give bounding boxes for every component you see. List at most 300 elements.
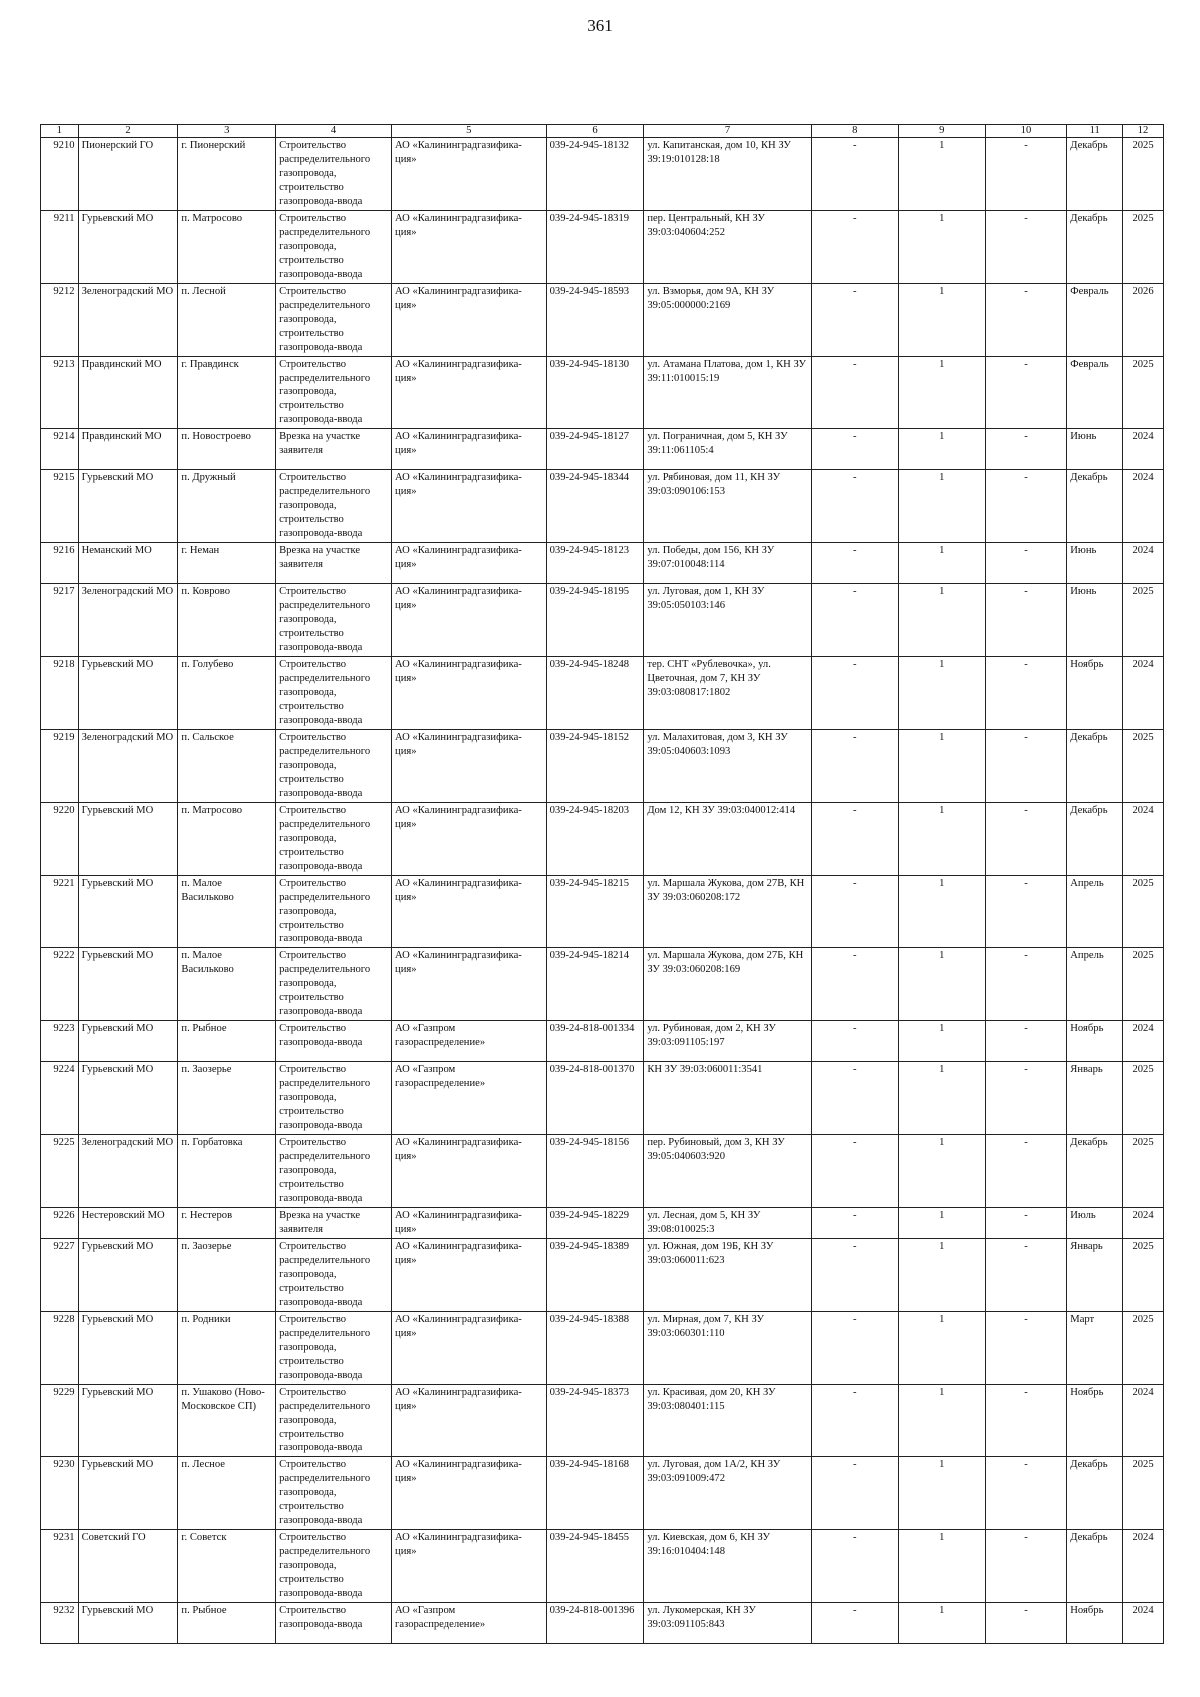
cell-work-type: Строительство распределительного газопровода, строительство газопровода-ввода bbox=[276, 356, 392, 429]
cell-column-8: - bbox=[811, 802, 898, 875]
cell-month: Декабрь bbox=[1067, 1135, 1123, 1208]
cell-row-number: 9218 bbox=[41, 657, 79, 730]
cell-column-8: - bbox=[811, 543, 898, 584]
cell-column-9: 1 bbox=[898, 356, 985, 429]
cell-column-9: 1 bbox=[898, 584, 985, 657]
cell-work-type: Строительство распределительного газопровода, строительство газопровода-ввода bbox=[276, 1311, 392, 1384]
cell-application-number: 039-24-945-18344 bbox=[546, 470, 644, 543]
cell-column-8: - bbox=[811, 657, 898, 730]
cell-row-number: 9229 bbox=[41, 1384, 79, 1457]
cell-organization: АО «Калининградгазифика-ция» bbox=[392, 1457, 547, 1530]
cell-year: 2024 bbox=[1123, 543, 1164, 584]
cell-column-8: - bbox=[811, 1384, 898, 1457]
cell-month: Ноябрь bbox=[1067, 657, 1123, 730]
cell-work-type: Строительство распределительного газопровода, строительство газопровода-ввода bbox=[276, 1062, 392, 1135]
header-row bbox=[41, 125, 1164, 138]
column-header: 10 bbox=[985, 125, 1067, 138]
cell-work-type: Строительство распределительного газопровода, строительство газопровода-ввода bbox=[276, 1457, 392, 1530]
cell-municipality: Гурьевский МО bbox=[78, 1384, 178, 1457]
column-header: 2 bbox=[78, 125, 178, 138]
cell-column-8: - bbox=[811, 470, 898, 543]
cell-organization: АО «Калининградгазифика-ция» bbox=[392, 1530, 547, 1603]
cell-application-number: 039-24-945-18215 bbox=[546, 875, 644, 948]
cell-organization: АО «Калининградгазифика-ция» bbox=[392, 729, 547, 802]
cell-work-type: Строительство распределительного газопровода, строительство газопровода-ввода bbox=[276, 948, 392, 1021]
cell-column-8: - bbox=[811, 356, 898, 429]
cell-row-number: 9213 bbox=[41, 356, 79, 429]
cell-column-8: - bbox=[811, 584, 898, 657]
cell-column-8: - bbox=[811, 1062, 898, 1135]
cell-column-10: - bbox=[985, 1311, 1067, 1384]
cell-row-number: 9227 bbox=[41, 1238, 79, 1311]
cell-year: 2025 bbox=[1123, 1457, 1164, 1530]
cell-row-number: 9232 bbox=[41, 1603, 79, 1644]
column-header: 3 bbox=[178, 125, 276, 138]
cell-settlement: г. Пионерский bbox=[178, 138, 276, 211]
cell-year: 2025 bbox=[1123, 1062, 1164, 1135]
cell-organization: АО «Калининградгазифика-ция» bbox=[392, 356, 547, 429]
cell-column-9: 1 bbox=[898, 1603, 985, 1644]
cell-settlement: п. Ушаково (Ново-Московское СП) bbox=[178, 1384, 276, 1457]
cell-organization: АО «Калининградгазифика-ция» bbox=[392, 470, 547, 543]
cell-column-10: - bbox=[985, 1062, 1067, 1135]
cell-month: Декабрь bbox=[1067, 138, 1123, 211]
cell-organization: АО «Калининградгазифика-ция» bbox=[392, 1135, 547, 1208]
cell-address: КН ЗУ 39:03:060011:3541 bbox=[644, 1062, 811, 1135]
cell-column-9: 1 bbox=[898, 1457, 985, 1530]
cell-settlement: п. Матросово bbox=[178, 802, 276, 875]
cell-year: 2025 bbox=[1123, 729, 1164, 802]
column-header: 6 bbox=[546, 125, 644, 138]
cell-settlement: п. Рыбное bbox=[178, 1603, 276, 1644]
cell-column-10: - bbox=[985, 802, 1067, 875]
cell-column-8: - bbox=[811, 1457, 898, 1530]
registry-table bbox=[40, 124, 1164, 1644]
cell-row-number: 9219 bbox=[41, 729, 79, 802]
cell-municipality: Гурьевский МО bbox=[78, 948, 178, 1021]
column-header: 12 bbox=[1123, 125, 1164, 138]
cell-settlement: г. Правдинск bbox=[178, 356, 276, 429]
cell-column-8: - bbox=[811, 948, 898, 1021]
cell-month: Январь bbox=[1067, 1238, 1123, 1311]
cell-row-number: 9220 bbox=[41, 802, 79, 875]
cell-year: 2024 bbox=[1123, 1384, 1164, 1457]
cell-month: Ноябрь bbox=[1067, 1384, 1123, 1457]
table-row bbox=[41, 210, 1164, 283]
cell-column-10: - bbox=[985, 470, 1067, 543]
cell-column-8: - bbox=[811, 1238, 898, 1311]
cell-settlement: п. Лесной bbox=[178, 283, 276, 356]
cell-year: 2024 bbox=[1123, 1603, 1164, 1644]
table-row bbox=[41, 1603, 1164, 1644]
cell-column-10: - bbox=[985, 1530, 1067, 1603]
cell-column-9: 1 bbox=[898, 1238, 985, 1311]
cell-row-number: 9221 bbox=[41, 875, 79, 948]
column-header: 4 bbox=[276, 125, 392, 138]
cell-municipality: Гурьевский МО bbox=[78, 1021, 178, 1062]
cell-work-type: Строительство распределительного газопровода, строительство газопровода-ввода bbox=[276, 729, 392, 802]
cell-settlement: п. Малое Васильково bbox=[178, 948, 276, 1021]
cell-year: 2024 bbox=[1123, 429, 1164, 470]
cell-column-10: - bbox=[985, 1603, 1067, 1644]
cell-application-number: 039-24-818-001334 bbox=[546, 1021, 644, 1062]
cell-column-8: - bbox=[811, 1311, 898, 1384]
cell-settlement: п. Малое Васильково bbox=[178, 875, 276, 948]
cell-address: ул. Лесная, дом 5, КН ЗУ 39:08:010025:3 bbox=[644, 1207, 811, 1238]
cell-application-number: 039-24-945-18132 bbox=[546, 138, 644, 211]
cell-column-8: - bbox=[811, 1530, 898, 1603]
cell-year: 2025 bbox=[1123, 948, 1164, 1021]
cell-organization: АО «Калининградгазифика-ция» bbox=[392, 1207, 547, 1238]
cell-year: 2024 bbox=[1123, 1530, 1164, 1603]
table-row bbox=[41, 543, 1164, 584]
cell-month: Ноябрь bbox=[1067, 1603, 1123, 1644]
cell-address: ул. Маршала Жукова, дом 27Б, КН ЗУ 39:03:060208:169 bbox=[644, 948, 811, 1021]
cell-application-number: 039-24-945-18455 bbox=[546, 1530, 644, 1603]
cell-work-type: Строительство распределительного газопровода, строительство газопровода-ввода bbox=[276, 1135, 392, 1208]
cell-application-number: 039-24-818-001370 bbox=[546, 1062, 644, 1135]
cell-year: 2025 bbox=[1123, 584, 1164, 657]
cell-application-number: 039-24-945-18168 bbox=[546, 1457, 644, 1530]
cell-application-number: 039-24-945-18203 bbox=[546, 802, 644, 875]
cell-work-type: Строительство распределительного газопровода, строительство газопровода-ввода bbox=[276, 138, 392, 211]
cell-settlement: г. Неман bbox=[178, 543, 276, 584]
cell-settlement: п. Голубево bbox=[178, 657, 276, 730]
cell-work-type: Строительство газопровода-ввода bbox=[276, 1603, 392, 1644]
cell-column-8: - bbox=[811, 429, 898, 470]
cell-municipality: Гурьевский МО bbox=[78, 470, 178, 543]
column-header: 11 bbox=[1067, 125, 1123, 138]
cell-month: Ноябрь bbox=[1067, 1021, 1123, 1062]
table-row bbox=[41, 429, 1164, 470]
cell-row-number: 9228 bbox=[41, 1311, 79, 1384]
cell-row-number: 9214 bbox=[41, 429, 79, 470]
cell-column-10: - bbox=[985, 210, 1067, 283]
cell-month: Июнь bbox=[1067, 429, 1123, 470]
cell-municipality: Зеленоградский МО bbox=[78, 584, 178, 657]
cell-column-10: - bbox=[985, 657, 1067, 730]
cell-row-number: 9223 bbox=[41, 1021, 79, 1062]
cell-year: 2025 bbox=[1123, 138, 1164, 211]
cell-organization: АО «Калининградгазифика-ция» bbox=[392, 802, 547, 875]
cell-work-type: Строительство распределительного газопровода, строительство газопровода-ввода bbox=[276, 584, 392, 657]
cell-year: 2024 bbox=[1123, 1207, 1164, 1238]
cell-month: Апрель bbox=[1067, 875, 1123, 948]
column-header: 8 bbox=[811, 125, 898, 138]
cell-application-number: 039-24-945-18195 bbox=[546, 584, 644, 657]
cell-year: 2024 bbox=[1123, 1021, 1164, 1062]
cell-application-number: 039-24-945-18373 bbox=[546, 1384, 644, 1457]
cell-organization: АО «Калининградгазифика-ция» bbox=[392, 657, 547, 730]
table-row bbox=[41, 1021, 1164, 1062]
cell-column-9: 1 bbox=[898, 729, 985, 802]
cell-column-10: - bbox=[985, 283, 1067, 356]
cell-column-8: - bbox=[811, 729, 898, 802]
cell-column-9: 1 bbox=[898, 283, 985, 356]
cell-address: пер. Рубиновый, дом 3, КН ЗУ 39:05:040603:920 bbox=[644, 1135, 811, 1208]
cell-application-number: 039-24-945-18130 bbox=[546, 356, 644, 429]
cell-organization: АО «Калининградгазифика-ция» bbox=[392, 1238, 547, 1311]
cell-month: Февраль bbox=[1067, 283, 1123, 356]
cell-application-number: 039-24-945-18389 bbox=[546, 1238, 644, 1311]
cell-row-number: 9231 bbox=[41, 1530, 79, 1603]
column-header: 5 bbox=[392, 125, 547, 138]
cell-column-9: 1 bbox=[898, 1021, 985, 1062]
column-header: 7 bbox=[644, 125, 811, 138]
cell-municipality: Зеленоградский МО bbox=[78, 1135, 178, 1208]
page-number: 361 bbox=[587, 16, 613, 35]
cell-address: ул. Атамана Платова, дом 1, КН ЗУ 39:11:010015:19 bbox=[644, 356, 811, 429]
cell-organization: АО «Калининградгазифика-ция» bbox=[392, 429, 547, 470]
table-row bbox=[41, 802, 1164, 875]
table-row bbox=[41, 470, 1164, 543]
table-row bbox=[41, 584, 1164, 657]
cell-column-10: - bbox=[985, 1207, 1067, 1238]
table-row bbox=[41, 875, 1164, 948]
cell-address: ул. Победы, дом 156, КН ЗУ 39:07:010048:114 bbox=[644, 543, 811, 584]
column-header: 9 bbox=[898, 125, 985, 138]
cell-application-number: 039-24-945-18152 bbox=[546, 729, 644, 802]
cell-column-9: 1 bbox=[898, 802, 985, 875]
cell-month: Июнь bbox=[1067, 584, 1123, 657]
cell-municipality: Гурьевский МО bbox=[78, 1603, 178, 1644]
cell-column-10: - bbox=[985, 584, 1067, 657]
cell-settlement: п. Новостроево bbox=[178, 429, 276, 470]
cell-row-number: 9222 bbox=[41, 948, 79, 1021]
table-row bbox=[41, 283, 1164, 356]
cell-address: ул. Маршала Жукова, дом 27В, КН ЗУ 39:03:060208:172 bbox=[644, 875, 811, 948]
cell-column-10: - bbox=[985, 356, 1067, 429]
cell-work-type: Строительство распределительного газопровода, строительство газопровода-ввода bbox=[276, 1238, 392, 1311]
cell-column-9: 1 bbox=[898, 1062, 985, 1135]
cell-address: ул. Пограничная, дом 5, КН ЗУ 39:11:061105:4 bbox=[644, 429, 811, 470]
cell-application-number: 039-24-945-18156 bbox=[546, 1135, 644, 1208]
cell-column-8: - bbox=[811, 1021, 898, 1062]
cell-address: Дом 12, КН ЗУ 39:03:040012:414 bbox=[644, 802, 811, 875]
cell-column-9: 1 bbox=[898, 948, 985, 1021]
cell-organization: АО «Калининградгазифика-ция» bbox=[392, 948, 547, 1021]
cell-settlement: п. Коврово bbox=[178, 584, 276, 657]
cell-address: ул. Мирная, дом 7, КН ЗУ 39:03:060301:110 bbox=[644, 1311, 811, 1384]
cell-address: ул. Малахитовая, дом 3, КН ЗУ 39:05:040603:1093 bbox=[644, 729, 811, 802]
cell-work-type: Врезка на участке заявителя bbox=[276, 543, 392, 584]
table-row bbox=[41, 1530, 1164, 1603]
cell-settlement: п. Матросово bbox=[178, 210, 276, 283]
cell-organization: АО «Калининградгазифика-ция» bbox=[392, 543, 547, 584]
cell-work-type: Строительство распределительного газопровода, строительство газопровода-ввода bbox=[276, 210, 392, 283]
cell-work-type: Врезка на участке заявителя bbox=[276, 1207, 392, 1238]
cell-month: Февраль bbox=[1067, 356, 1123, 429]
cell-address: ул. Рубиновая, дом 2, КН ЗУ 39:03:091105:197 bbox=[644, 1021, 811, 1062]
cell-organization: АО «Калининградгазифика-ция» bbox=[392, 1384, 547, 1457]
cell-column-9: 1 bbox=[898, 1311, 985, 1384]
cell-year: 2024 bbox=[1123, 657, 1164, 730]
cell-column-9: 1 bbox=[898, 1530, 985, 1603]
table-row bbox=[41, 138, 1164, 211]
cell-address: ул. Красивая, дом 20, КН ЗУ 39:03:080401:115 bbox=[644, 1384, 811, 1457]
cell-month: Декабрь bbox=[1067, 1530, 1123, 1603]
cell-row-number: 9210 bbox=[41, 138, 79, 211]
cell-settlement: п. Лесное bbox=[178, 1457, 276, 1530]
cell-municipality: Гурьевский МО bbox=[78, 1311, 178, 1384]
cell-municipality: Гурьевский МО bbox=[78, 1062, 178, 1135]
cell-month: Январь bbox=[1067, 1062, 1123, 1135]
cell-municipality: Гурьевский МО bbox=[78, 210, 178, 283]
cell-column-9: 1 bbox=[898, 429, 985, 470]
cell-month: Декабрь bbox=[1067, 802, 1123, 875]
cell-organization: АО «Газпром газораспределение» bbox=[392, 1062, 547, 1135]
cell-address: ул. Южная, дом 19Б, КН ЗУ 39:03:060011:623 bbox=[644, 1238, 811, 1311]
cell-row-number: 9225 bbox=[41, 1135, 79, 1208]
cell-work-type: Строительство распределительного газопровода, строительство газопровода-ввода bbox=[276, 1530, 392, 1603]
cell-column-10: - bbox=[985, 1384, 1067, 1457]
cell-municipality: Правдинский МО bbox=[78, 356, 178, 429]
cell-settlement: п. Заозерье bbox=[178, 1062, 276, 1135]
table-row bbox=[41, 1457, 1164, 1530]
cell-column-9: 1 bbox=[898, 1207, 985, 1238]
cell-year: 2024 bbox=[1123, 470, 1164, 543]
cell-row-number: 9224 bbox=[41, 1062, 79, 1135]
cell-work-type: Врезка на участке заявителя bbox=[276, 429, 392, 470]
cell-row-number: 9215 bbox=[41, 470, 79, 543]
cell-municipality: Советский ГО bbox=[78, 1530, 178, 1603]
cell-month: Декабрь bbox=[1067, 210, 1123, 283]
cell-year: 2024 bbox=[1123, 802, 1164, 875]
cell-municipality: Неманский МО bbox=[78, 543, 178, 584]
table-row bbox=[41, 1238, 1164, 1311]
cell-application-number: 039-24-945-18248 bbox=[546, 657, 644, 730]
cell-settlement: п. Сальское bbox=[178, 729, 276, 802]
cell-column-8: - bbox=[811, 1603, 898, 1644]
cell-month: Декабрь bbox=[1067, 1457, 1123, 1530]
cell-application-number: 039-24-945-18388 bbox=[546, 1311, 644, 1384]
cell-application-number: 039-24-818-001396 bbox=[546, 1603, 644, 1644]
cell-row-number: 9217 bbox=[41, 584, 79, 657]
cell-row-number: 9212 bbox=[41, 283, 79, 356]
cell-column-9: 1 bbox=[898, 543, 985, 584]
cell-settlement: п. Заозерье bbox=[178, 1238, 276, 1311]
table-row bbox=[41, 657, 1164, 730]
cell-application-number: 039-24-945-18123 bbox=[546, 543, 644, 584]
table-row bbox=[41, 1311, 1164, 1384]
cell-column-8: - bbox=[811, 283, 898, 356]
cell-column-9: 1 bbox=[898, 1135, 985, 1208]
cell-work-type: Строительство распределительного газопровода, строительство газопровода-ввода bbox=[276, 875, 392, 948]
cell-municipality: Гурьевский МО bbox=[78, 1457, 178, 1530]
cell-work-type: Строительство распределительного газопровода, строительство газопровода-ввода bbox=[276, 657, 392, 730]
table-row bbox=[41, 1062, 1164, 1135]
cell-municipality: Правдинский МО bbox=[78, 429, 178, 470]
cell-settlement: п. Родники bbox=[178, 1311, 276, 1384]
cell-organization: АО «Калининградгазифика-ция» bbox=[392, 138, 547, 211]
cell-application-number: 039-24-945-18214 bbox=[546, 948, 644, 1021]
cell-column-10: - bbox=[985, 429, 1067, 470]
cell-application-number: 039-24-945-18319 bbox=[546, 210, 644, 283]
cell-municipality: Зеленоградский МО bbox=[78, 283, 178, 356]
cell-column-9: 1 bbox=[898, 657, 985, 730]
cell-settlement: г. Нестеров bbox=[178, 1207, 276, 1238]
cell-work-type: Строительство распределительного газопровода, строительство газопровода-ввода bbox=[276, 802, 392, 875]
cell-organization: АО «Калининградгазифика-ция» bbox=[392, 584, 547, 657]
cell-application-number: 039-24-945-18229 bbox=[546, 1207, 644, 1238]
cell-year: 2025 bbox=[1123, 356, 1164, 429]
cell-year: 2026 bbox=[1123, 283, 1164, 356]
cell-address: тер. СНТ «Рублевочка», ул. Цветочная, дом 7, КН ЗУ 39:03:080817:1802 bbox=[644, 657, 811, 730]
cell-column-9: 1 bbox=[898, 470, 985, 543]
cell-address: ул. Киевская, дом 6, КН ЗУ 39:16:010404:148 bbox=[644, 1530, 811, 1603]
cell-settlement: г. Советск bbox=[178, 1530, 276, 1603]
cell-address: ул. Лукомерская, КН ЗУ 39:03:091105:843 bbox=[644, 1603, 811, 1644]
cell-year: 2025 bbox=[1123, 1238, 1164, 1311]
cell-column-9: 1 bbox=[898, 1384, 985, 1457]
cell-organization: АО «Калининградгазифика-ция» bbox=[392, 283, 547, 356]
cell-column-9: 1 bbox=[898, 210, 985, 283]
cell-municipality: Гурьевский МО bbox=[78, 802, 178, 875]
cell-column-10: - bbox=[985, 1238, 1067, 1311]
cell-settlement: п. Горбатовка bbox=[178, 1135, 276, 1208]
cell-column-10: - bbox=[985, 543, 1067, 584]
cell-municipality: Зеленоградский МО bbox=[78, 729, 178, 802]
cell-municipality: Нестеровский МО bbox=[78, 1207, 178, 1238]
cell-work-type: Строительство распределительного газопровода, строительство газопровода-ввода bbox=[276, 1384, 392, 1457]
cell-column-10: - bbox=[985, 875, 1067, 948]
cell-year: 2025 bbox=[1123, 1311, 1164, 1384]
cell-column-8: - bbox=[811, 138, 898, 211]
table-row bbox=[41, 1207, 1164, 1238]
cell-row-number: 9216 bbox=[41, 543, 79, 584]
cell-column-8: - bbox=[811, 1207, 898, 1238]
cell-work-type: Строительство распределительного газопровода, строительство газопровода-ввода bbox=[276, 283, 392, 356]
cell-address: пер. Центральный, КН ЗУ 39:03:040604:252 bbox=[644, 210, 811, 283]
cell-column-10: - bbox=[985, 948, 1067, 1021]
table-row bbox=[41, 729, 1164, 802]
cell-settlement: п. Рыбное bbox=[178, 1021, 276, 1062]
cell-municipality: Гурьевский МО bbox=[78, 1238, 178, 1311]
cell-application-number: 039-24-945-18127 bbox=[546, 429, 644, 470]
cell-month: Апрель bbox=[1067, 948, 1123, 1021]
cell-address: ул. Луговая, дом 1А/2, КН ЗУ 39:03:091009:472 bbox=[644, 1457, 811, 1530]
cell-month: Декабрь bbox=[1067, 470, 1123, 543]
cell-work-type: Строительство газопровода-ввода bbox=[276, 1021, 392, 1062]
table-row bbox=[41, 1384, 1164, 1457]
cell-settlement: п. Дружный bbox=[178, 470, 276, 543]
registry-body bbox=[41, 138, 1164, 1644]
cell-column-8: - bbox=[811, 210, 898, 283]
cell-address: ул. Взморья, дом 9А, КН ЗУ 39:05:000000:2169 bbox=[644, 283, 811, 356]
cell-municipality: Пионерский ГО bbox=[78, 138, 178, 211]
cell-month: Март bbox=[1067, 1311, 1123, 1384]
cell-work-type: Строительство распределительного газопровода, строительство газопровода-ввода bbox=[276, 470, 392, 543]
cell-application-number: 039-24-945-18593 bbox=[546, 283, 644, 356]
table-row bbox=[41, 356, 1164, 429]
cell-address: ул. Капитанская, дом 10, КН ЗУ 39:19:010128:18 bbox=[644, 138, 811, 211]
cell-column-8: - bbox=[811, 875, 898, 948]
table-row bbox=[41, 1135, 1164, 1208]
cell-organization: АО «Калининградгазифика-ция» bbox=[392, 875, 547, 948]
cell-column-10: - bbox=[985, 138, 1067, 211]
cell-year: 2025 bbox=[1123, 875, 1164, 948]
cell-column-10: - bbox=[985, 729, 1067, 802]
cell-municipality: Гурьевский МО bbox=[78, 657, 178, 730]
cell-organization: АО «Калининградгазифика-ция» bbox=[392, 1311, 547, 1384]
cell-year: 2025 bbox=[1123, 210, 1164, 283]
cell-column-9: 1 bbox=[898, 875, 985, 948]
cell-organization: АО «Калининградгазифика-ция» bbox=[392, 210, 547, 283]
cell-month: Июль bbox=[1067, 1207, 1123, 1238]
cell-row-number: 9211 bbox=[41, 210, 79, 283]
cell-column-10: - bbox=[985, 1021, 1067, 1062]
cell-column-9: 1 bbox=[898, 138, 985, 211]
